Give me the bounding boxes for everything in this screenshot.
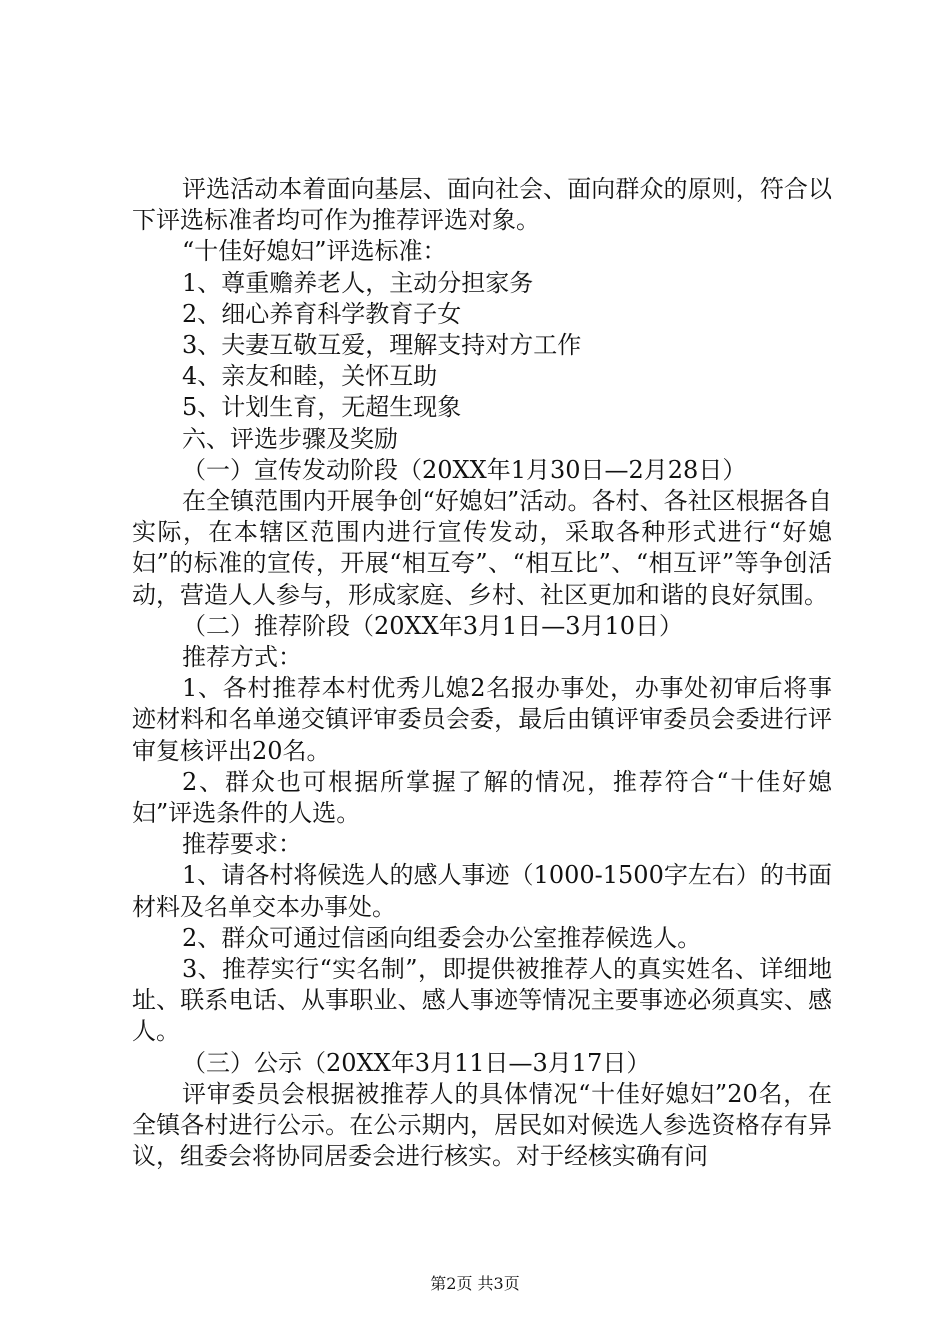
paragraph-recommend-requirement-heading: 推荐要求： xyxy=(182,830,302,859)
recommend-requirement-item-3: 3、推荐实行“实名制”，即提供被推荐人的真实姓名、详细地址、联系电话、从事职业、感人事迹等情况主要事迹必须真实、感人。 xyxy=(132,955,832,1046)
criteria-item-2: 2、细心养育科学教育子女 xyxy=(182,299,462,328)
paragraph-publicity: 在全镇范围内开展争创“好媳妇”活动。各村、各社区根据各自实际，在本辖区范围内进行宣传发动，采取各种形式进行“好媳妇”的标准的宣传，开展“相互夸”、“相互比”、“相互评”等争创活动，营造人人参与，形成家庭、乡村、社区更加和谐的良好氛围。 xyxy=(132,487,832,609)
paragraph-criteria-heading: “十佳好媳妇”评选标准： xyxy=(182,237,447,266)
recommend-method-item-2: 2、群众也可根据所掌握了解的情况，推荐符合“十佳好媳妇”评选条件的人选。 xyxy=(132,767,832,828)
recommend-method-item-1: 1、各村推荐本村优秀儿媳2名报办事处，办事处初审后将事迹材料和名单递交镇评审委员会委，最后由镇评审委员会委进行评审复核评出20名。 xyxy=(132,674,832,765)
subsection-heading-recommend: （二）推荐阶段（20XX年3月1日—3月10日） xyxy=(182,611,684,640)
subsection-heading-publicity: （一）宣传发动阶段（20XX年1月30日—2月28日） xyxy=(182,455,747,484)
paragraph-principle: 评选活动本着面向基层、面向社会、面向群众的原则，符合以下评选标准者均可作为推荐评选对象。 xyxy=(132,175,832,235)
criteria-item-1: 1、尊重赡养老人，主动分担家务 xyxy=(182,268,534,297)
criteria-item-3: 3、夫妻互敬互爱，理解支持对方工作 xyxy=(182,331,582,360)
page-number-footer: 第2页 共3页 xyxy=(430,1274,520,1293)
paragraph-announcement: 评审委员会根据被推荐人的具体情况“十佳好媳妇”20名，在全镇各村进行公示。在公示期内，居民如对候选人参选资格存有异议，组委会将协同居委会进行核实。对于经核实确有问 xyxy=(132,1079,832,1171)
subsection-heading-announcement: （三）公示（20XX年3月11日—3月17日） xyxy=(182,1048,651,1077)
document-body xyxy=(132,174,832,1173)
recommend-requirement-item-1: 1、请各村将候选人的感人事迹（1000-1500字左右）的书面材料及名单交本办事处。 xyxy=(132,861,832,921)
paragraph-recommend-method-heading: 推荐方式： xyxy=(182,643,302,672)
criteria-item-5: 5、计划生育，无超生现象 xyxy=(182,393,462,422)
criteria-item-4: 4、亲友和睦，关怀互助 xyxy=(182,362,438,391)
recommend-requirement-item-2: 2、群众可通过信函向组委会办公室推荐候选人。 xyxy=(182,923,702,952)
section-heading-steps: 六、评选步骤及奖励 xyxy=(182,424,398,453)
